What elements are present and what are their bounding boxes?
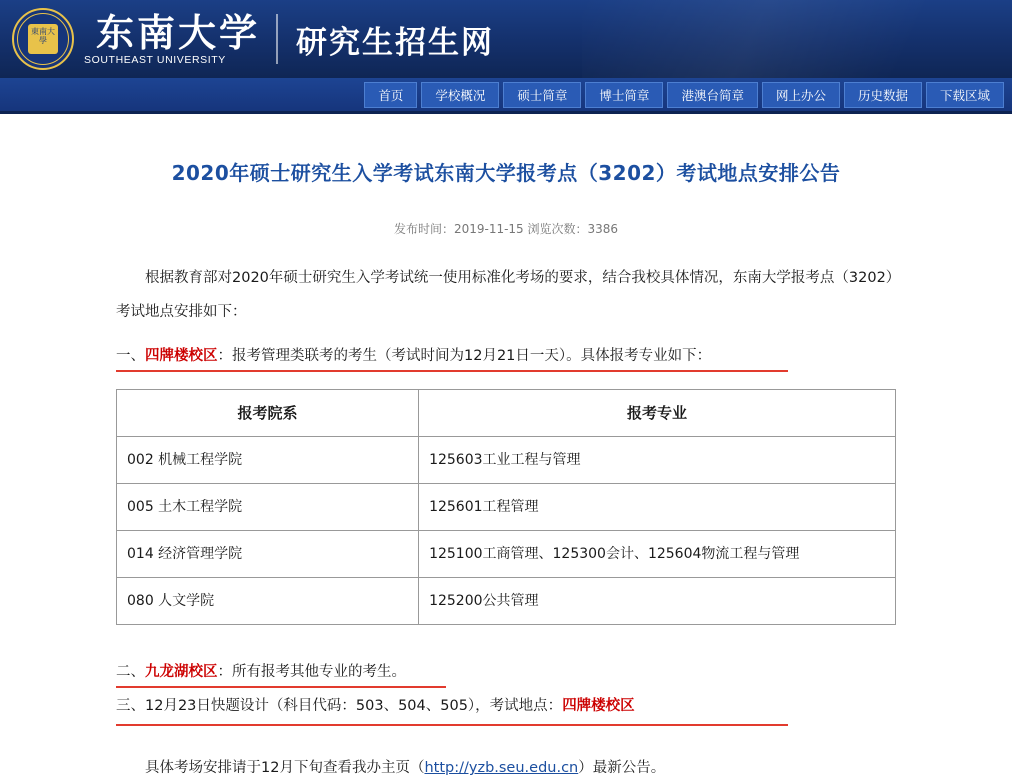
table-header-dept: 报考院系	[117, 390, 419, 437]
nav-item-doctoral-brochure[interactable]: 博士简章	[585, 82, 663, 108]
main-navigation[interactable]	[0, 78, 1012, 114]
table-row	[117, 437, 896, 484]
nav-item-online-office[interactable]: 网上办公	[762, 82, 840, 108]
site-title: 研究生招生网	[296, 24, 495, 61]
item-two-line	[116, 655, 896, 689]
item-two-campus: 九龙湖校区	[145, 664, 218, 680]
item-three-line	[116, 689, 896, 723]
article-content	[0, 157, 1012, 783]
university-name-cn: 东南大学	[96, 10, 261, 55]
cell-major: 125100工商管理、125300会计、125604物流工程与管理	[419, 531, 896, 578]
item-one-line	[116, 339, 896, 373]
table-row	[117, 531, 896, 578]
nav-item-home[interactable]: 首页	[364, 82, 417, 108]
footer-note-prefix: 具体考场安排请于12月下旬查看我办主页（	[145, 760, 425, 776]
nav-item-school-overview[interactable]: 学校概况	[421, 82, 499, 108]
cell-dept: 005 土木工程学院	[117, 484, 419, 531]
table-row	[117, 578, 896, 625]
seal-inner-text: 東南大學	[28, 24, 58, 54]
article-body	[116, 261, 896, 723]
header-divider	[276, 14, 278, 64]
item-three-campus: 四牌楼校区	[562, 698, 635, 714]
logo-text-block	[84, 12, 260, 67]
item-three-prefix: 三、	[116, 698, 145, 714]
item-two-text: ：所有报考其他专业的考生。	[217, 664, 406, 680]
yzb-homepage-link[interactable]: http://yzb.seu.edu.cn	[424, 760, 579, 776]
nav-item-master-brochure[interactable]: 硕士简章	[503, 82, 581, 108]
university-name-en: SOUTHEAST UNIVERSITY	[84, 53, 226, 66]
cell-dept: 014 经济管理学院	[117, 531, 419, 578]
table-header-major: 报考专业	[419, 390, 896, 437]
cell-dept: 080 人文学院	[117, 578, 419, 625]
nav-item-history-data[interactable]: 历史数据	[844, 82, 922, 108]
cell-major: 125200公共管理	[419, 578, 896, 625]
cell-major: 125603工业工程与管理	[419, 437, 896, 484]
item-three-text: 12月23日快题设计（科目代码：503、504、505），考试地点：	[145, 698, 563, 714]
item-one-prefix: 一、	[116, 348, 145, 364]
university-seal-icon	[12, 8, 74, 70]
item-one-text: ：报考管理类联考的考生（考试时间为12月21日一天）。具体报考专业如下：	[217, 348, 712, 364]
table-header-row	[117, 390, 896, 437]
nav-item-hmt-brochure[interactable]: 港澳台简章	[667, 82, 758, 108]
page-title: 2020年硕士研究生入学考试东南大学报考点（3202）考试地点安排公告	[171, 161, 841, 185]
footer-note-suffix: ）最新公告。	[578, 760, 666, 776]
footer-note	[116, 753, 896, 783]
cell-dept: 002 机械工程学院	[117, 437, 419, 484]
nav-item-download-area[interactable]: 下载区域	[926, 82, 1004, 108]
item-two-prefix: 二、	[116, 664, 145, 680]
paragraph-intro: 根据教育部对2020年硕士研究生入学考试统一使用标准化考场的要求，结合我校具体情况，东南大学报考点（3202）考试地点安排如下：	[116, 270, 894, 320]
site-header	[0, 0, 1012, 78]
table-row	[117, 484, 896, 531]
department-major-table	[116, 389, 896, 625]
publish-meta: 发布时间：2019-11-15 浏览次数：3386	[393, 222, 619, 236]
cell-major: 125601工程管理	[419, 484, 896, 531]
item-one-campus: 四牌楼校区	[145, 348, 218, 364]
